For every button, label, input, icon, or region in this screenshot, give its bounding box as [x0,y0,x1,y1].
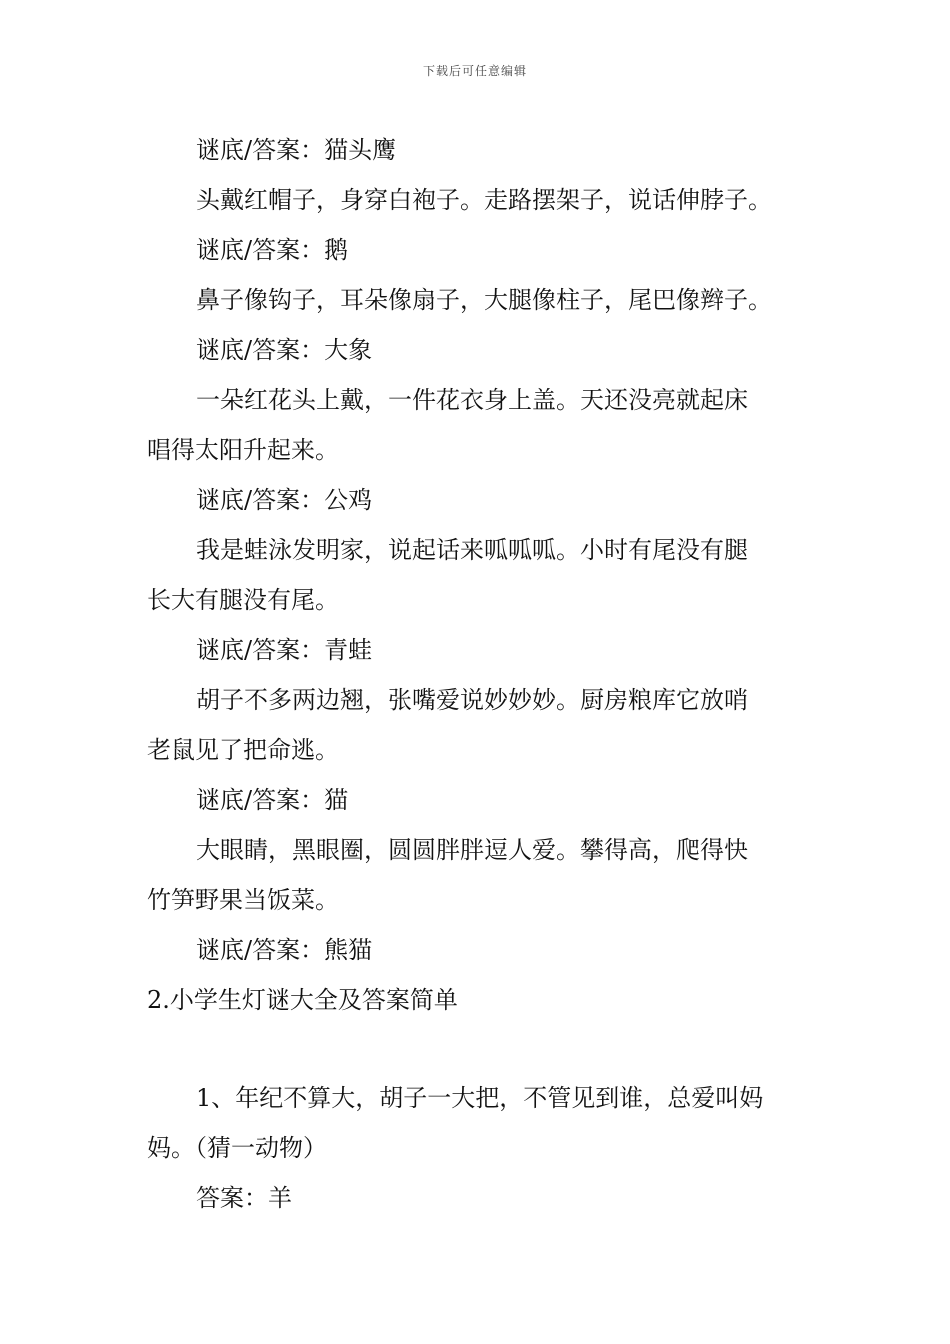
answer-line: 谜底/答案：大象 [196,336,373,364]
riddle-line: 一朵红花头上戴，一件花衣身上盖。天还没亮就起床 [196,386,748,414]
answer-line: 谜底/答案：鹅 [196,236,349,264]
riddle-line: 大眼睛，黑眼圈，圆圆胖胖逗人爱。攀得高，爬得快 [196,836,748,864]
riddle-line: 我是蛙泳发明家，说起话来呱呱呱。小时有尾没有腿 [196,536,748,564]
riddle-line-continued: 老鼠见了把命逃。 [147,736,339,764]
riddle-line-continued: 长大有腿没有尾。 [147,586,339,614]
answer-line: 谜底/答案：青蛙 [196,636,373,664]
riddle-line-continued: 妈。（猜一动物） [147,1134,327,1162]
answer-line: 谜底/答案：猫 [196,786,349,814]
riddle-line: 鼻子像钩子，耳朵像扇子，大腿像柱子，尾巴像辫子。 [196,286,772,314]
section-heading: 2.小学生灯谜大全及答案简单 [147,986,458,1014]
answer-line: 答案：羊 [196,1184,292,1212]
answer-line: 谜底/答案：熊猫 [196,936,373,964]
riddle-line: 胡子不多两边翘，张嘴爱说妙妙妙。厨房粮库它放哨 [196,686,748,714]
page-header: 下载后可任意编辑 [422,64,527,78]
riddle-line: 头戴红帽子，身穿白袍子。走路摆架子，说话伸脖子。 [196,186,772,214]
answer-line: 谜底/答案：猫头鹰 [196,136,397,164]
riddle-line: 1、年纪不算大，胡子一大把，不管见到谁，总爱叫妈 [196,1084,764,1112]
riddle-line-continued: 竹笋野果当饭菜。 [147,886,339,914]
answer-line: 谜底/答案：公鸡 [196,486,373,514]
riddle-line-continued: 唱得太阳升起来。 [147,436,339,464]
